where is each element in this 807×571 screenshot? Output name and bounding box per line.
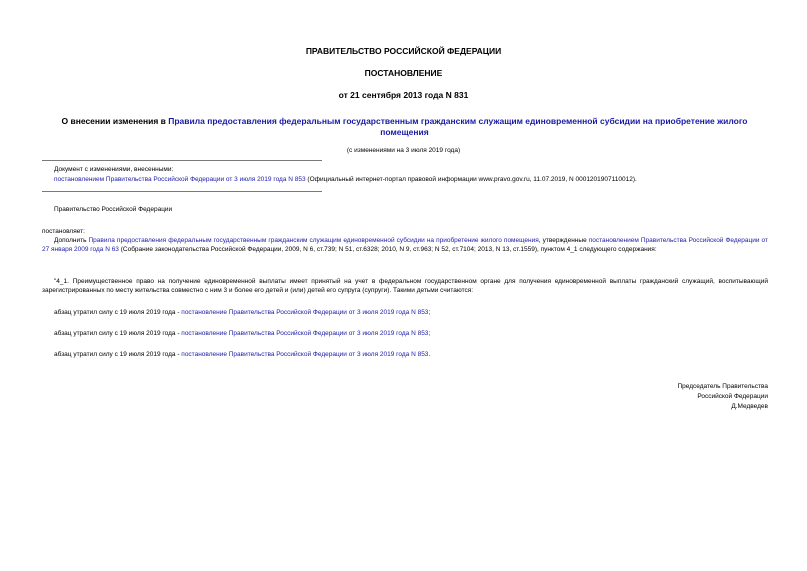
paragraph-4-1: "4_1. Преимущественное право на получение единовременной выплаты имеет принятый на учет в федеральном государственном органе для получения единовременной выплаты гражданский служащий, воспитывающий зарегистрированных по месту жительства совместно с ним 3 и более его детей и (или) детей его супруга (супруги). Такими детьми считаются: bbox=[42, 278, 768, 294]
lapsed-paragraph bbox=[42, 350, 768, 359]
document-title bbox=[42, 116, 767, 138]
document-date-number: от 21 сентября 2013 года N 831 bbox=[338, 90, 469, 100]
lapsed-end: ; bbox=[428, 309, 431, 316]
signature-position: Председатель Правительства bbox=[677, 383, 768, 390]
para1-resolution-63-link[interactable]: постановлением Правительства Российской Федерации от 27 января 2009 года N 63 bbox=[42, 237, 768, 253]
title-prefix: О внесении изменения в bbox=[61, 116, 169, 126]
amendments-bottom-rule bbox=[42, 191, 322, 192]
changes-note: (с изменениями на 3 июля 2019 года) bbox=[346, 147, 461, 154]
amendment-853-link[interactable]: постановлением Правительства Российской Федерации от 3 июля 2019 года N 853 bbox=[54, 176, 306, 183]
amendments-intro: Документ с изменениями, внесенными: bbox=[54, 166, 174, 173]
para1-text-2: , утвержденные bbox=[538, 237, 589, 244]
lapsed-853-link[interactable]: постановление Правительства Российской Федерации от 3 июля 2019 года N 853 bbox=[181, 351, 429, 358]
signature-org: Российской Федерации bbox=[697, 393, 768, 400]
lapsed-end: . bbox=[428, 351, 431, 358]
issuer: Правительство Российской Федерации bbox=[54, 206, 173, 213]
amendments-source bbox=[54, 175, 768, 184]
signature-name: Д.Медведев bbox=[731, 403, 768, 410]
resolves-word: постановляет: bbox=[42, 228, 85, 235]
para1-text-1: Дополнить bbox=[54, 237, 89, 244]
lapsed-text: абзац утратил силу с 19 июля 2019 года - bbox=[54, 309, 182, 316]
para1-text-3: (Собрание законодательства Российской Федерации, 2009, N 6, ст.739; N 51, ст.6328; 2010, N 9, ст.963; N 52, ст.7104; 2013, N 13, ст.1559), пунктом 4_1 следующего содержания: bbox=[118, 246, 657, 253]
amendment-source-text: (Официальный интернет-портал правовой информации www.pravo.gov.ru, 11.07.2019, N 0001201907110012). bbox=[305, 176, 637, 183]
amendments-top-rule bbox=[42, 160, 322, 161]
lapsed-end: ; bbox=[428, 330, 431, 337]
lapsed-paragraph bbox=[42, 308, 768, 317]
lapsed-text: абзац утратил силу с 19 июля 2019 года - bbox=[54, 330, 182, 337]
title-rules-link[interactable]: Правила предоставления федеральным государственным гражданским служащим единовременной субсидии на приобретение жилого помещения bbox=[168, 116, 748, 137]
lapsed-text: абзац утратил силу с 19 июля 2019 года - bbox=[54, 351, 182, 358]
lapsed-paragraph bbox=[42, 329, 768, 338]
lapsed-853-link[interactable]: постановление Правительства Российской Федерации от 3 июля 2019 года N 853 bbox=[181, 309, 429, 316]
document-type: ПОСТАНОВЛЕНИЕ bbox=[364, 68, 443, 78]
lapsed-853-link[interactable]: постановление Правительства Российской Федерации от 3 июля 2019 года N 853 bbox=[181, 330, 429, 337]
paragraph-1 bbox=[42, 236, 768, 254]
government-heading: ПРАВИТЕЛЬСТВО РОССИЙСКОЙ ФЕДЕРАЦИИ bbox=[305, 46, 502, 56]
signature-block bbox=[608, 382, 768, 412]
para1-rules-link[interactable]: Правила предоставления федеральным государственным гражданским служащим единовременной субсидии на приобретение жилого помещения bbox=[88, 237, 539, 244]
